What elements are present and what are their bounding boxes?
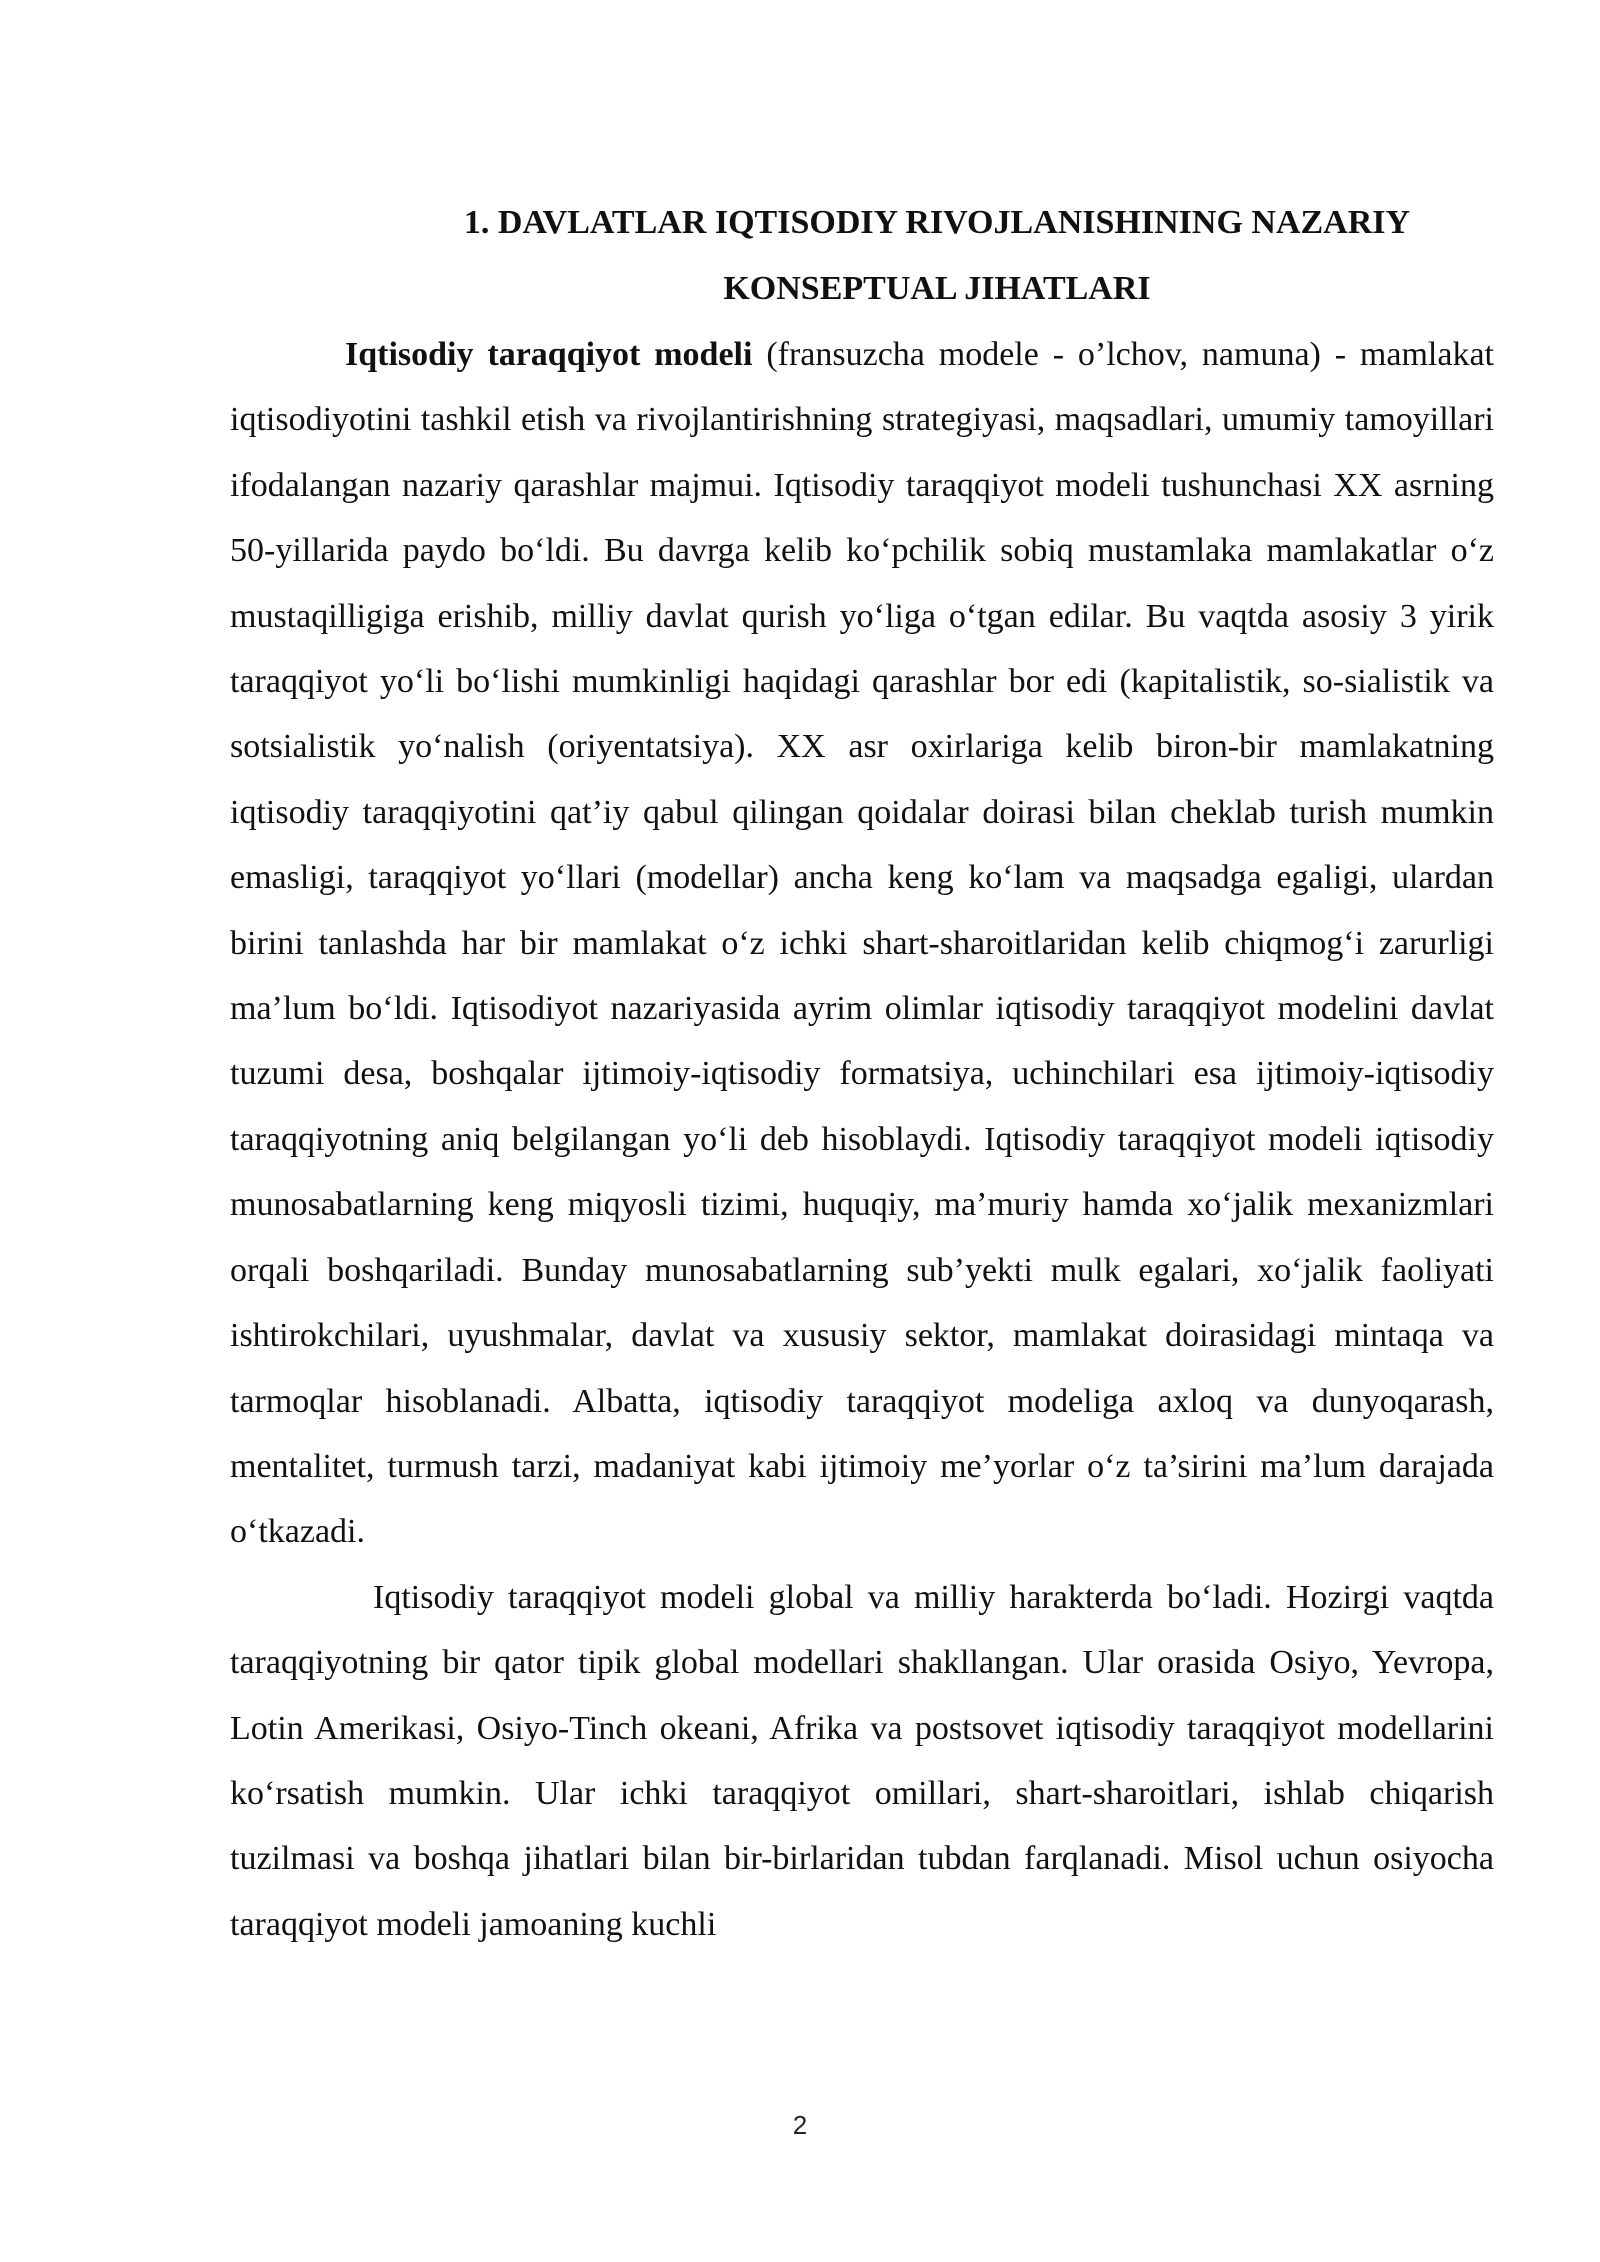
defined-term: Iqtisodiy taraqqiyot modeli xyxy=(345,336,753,373)
paragraph-2: Iqtisodiy taraqqiyot modeli global va milliy harakterda bo‘ladi. Hozirgi vaqtda taraqqiyotning bir qator tipik global modellari shakllangan. Ular orasida Osiyo, Yevropa, Lotin Amerikasi, Osiyo-Tinch okeani, Afrika va postsovet iqtisodiy taraqqiyot modellarini ko‘rsatish mumkin. Ular ichki taraqqiyot omillari, shart-sharoitlari, ishlab chiqarish tuzilmasi va boshqa jihatlari bilan bir-birlaridan tubdan farqlanadi. Misol uchun osiyocha taraqqiyot modeli jamoaning kuchli xyxy=(230,1578,1494,1943)
paragraph-1 xyxy=(230,322,1494,1565)
page-number: 2 xyxy=(792,2110,808,2140)
paragraph-1-text: (fransuzcha modele - o’lchov, namuna) - mamlakat iqtisodiyotini tashkil etish va rivojlantirishning strategiyasi, maqsadlari, umumiy tamoyillari ifodalangan nazariy qarashlar majmui. Iqtisodiy taraqqiyot modeli tushunchasi XX asrning 50-yillarida paydo bo‘ldi. Bu davrga kelib ko‘pchilik sobiq mustamlaka mamlakatlar o‘z mustaqilligiga erishib, milliy davlat qurish yo‘liga o‘tgan edilar. Bu vaqtda asosiy 3 yirik taraqqiyot yo‘li bo‘lishi mumkinligi haqidagi qarashlar bor edi (kapitalistik, so-sialistik va sotsialistik yo‘nalish (oriyentatsiya). XX asr oxirlariga kelib biron-bir mamlakatning iqtisodiy taraqqiyotini qat’iy qabul qilingan qoidalar doirasi bilan cheklab turish mumkin emasligi, taraqqiyot yo‘llari (modellar) ancha keng ko‘lam va maqsadga egaligi, ulardan birini tanlashda har bir mamlakat o‘z ichki shart-sharoitlaridan kelib chiqmog‘i zarurligi ma’lum bo‘ldi. Iqtisodiyot nazariyasida ayrim olimlar iqtisodiy taraqqiyot modelini davlat tuzumi desa, boshqalar ijtimoiy-iqtisodiy formatsiya, uchinchilari esa ijtimoiy-iqtisodiy taraqqiyotning aniq belgilangan yo‘li deb hisoblaydi. Iqtisodiy taraqqiyot modeli iqtisodiy munosabatlarning keng miqyosli tizimi, huquqiy, ma’muriy hamda xo‘jalik mexanizmlari orqali boshqariladi. Bunday munosabatlarning sub’yekti mulk egalari, xo‘jalik faoliyati ishtirokchilari, uyushmalar, davlat va xususiy sektor, mamlakat doirasidagi mintaqa va tarmoqlar hisoblanadi. Albatta, iqtisodiy taraqqiyot modeliga axloq va dunyoqarash, mentalitet, turmush tarzi, madaniyat kabi ijtimoiy me’yorlar o‘z ta’sirini ma’lum darajada o‘tkazadi. xyxy=(230,336,1494,1551)
document-page xyxy=(230,190,1494,1957)
section-heading-line1: 1. DAVLATLAR IQTISODIY RIVOJLANISHINING NAZARIY xyxy=(463,204,1411,241)
section-heading-line2: KONSEPTUAL JIHATLARI xyxy=(723,270,1151,307)
